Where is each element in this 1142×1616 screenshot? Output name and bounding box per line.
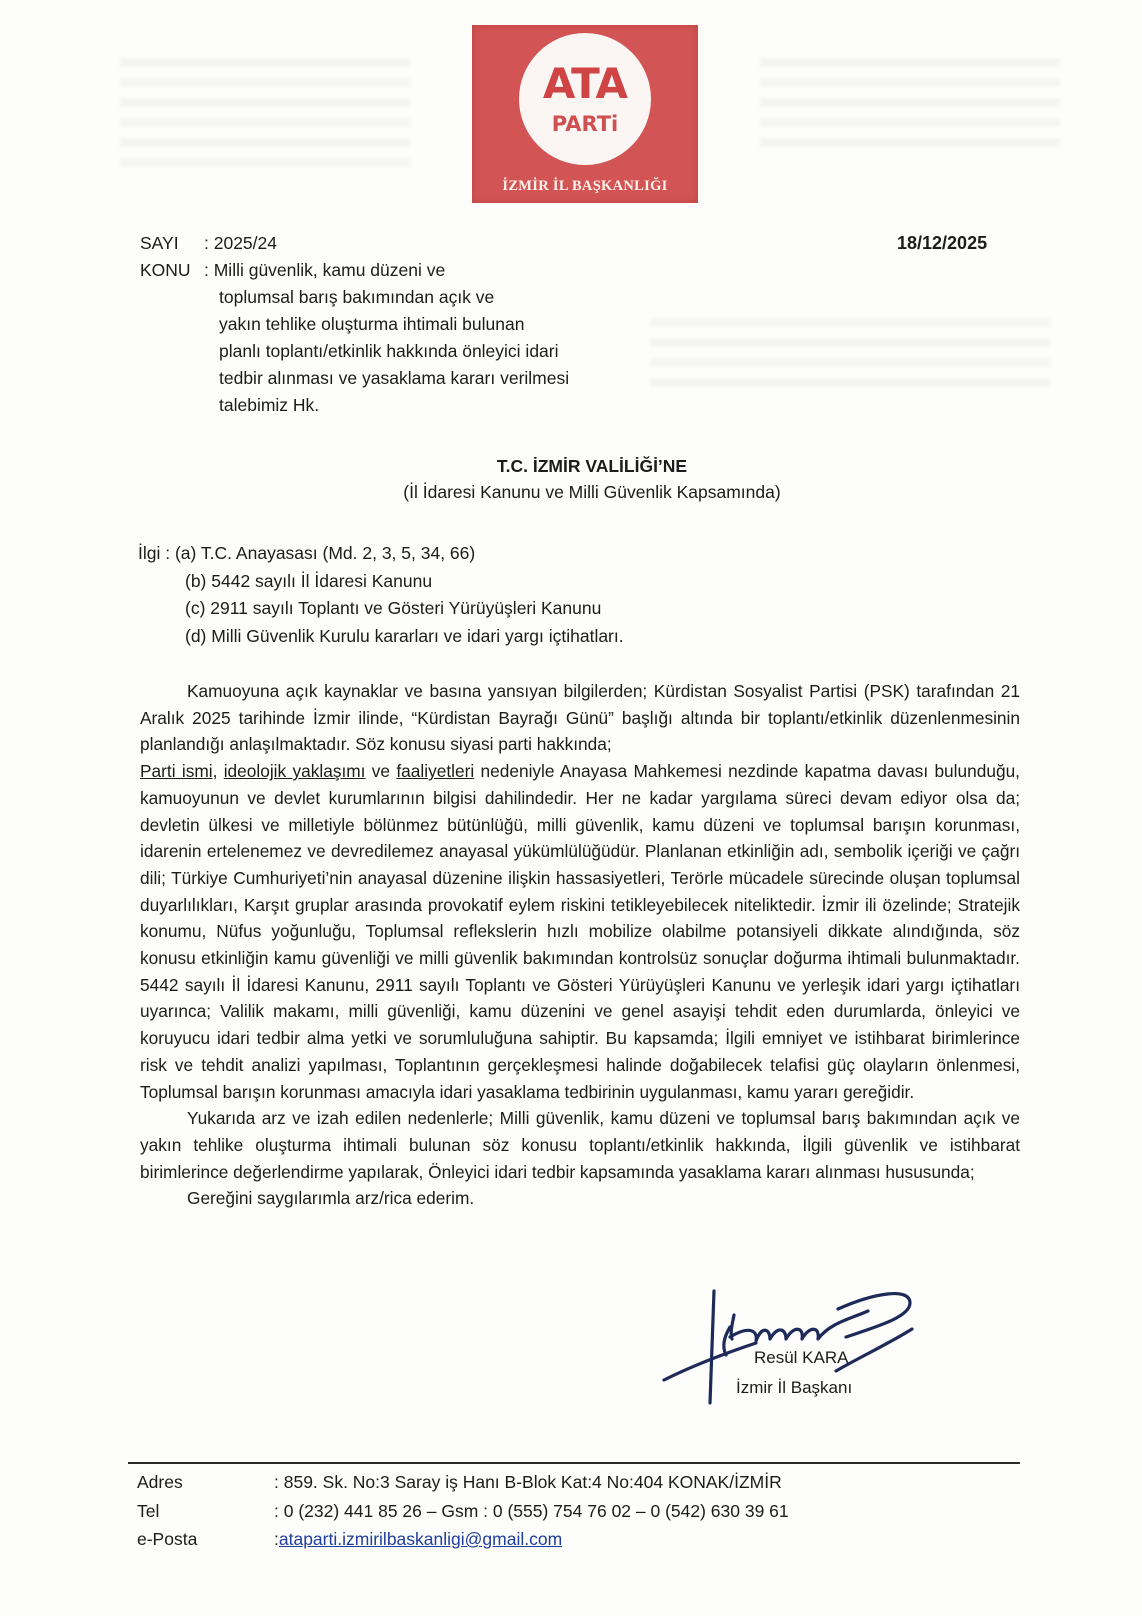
references-block	[138, 540, 624, 650]
logo-main-text: ATA	[542, 59, 628, 108]
konu-line: planlı toplantı/etkinlik hakkında önleyici idari	[219, 341, 559, 361]
letter-date: 18/12/2025	[897, 233, 988, 253]
underlined-text: Parti ismi	[140, 761, 213, 782]
address-row	[137, 1468, 789, 1497]
body-paragraph	[140, 678, 1020, 1105]
konu-line: yakın tehlike oluşturma ihtimali bulunan	[219, 314, 525, 334]
konu-line: tedbir alınması ve yasaklama kararı verilmesi	[219, 368, 570, 388]
email-label: e-Posta	[137, 1529, 198, 1549]
letter-meta	[140, 230, 604, 419]
sayi-value: : 2025/24	[204, 233, 277, 253]
addressee-block	[0, 456, 1142, 503]
reference-text: (a) T.C. Anayasası (Md. 2, 3, 5, 34, 66)	[174, 543, 476, 563]
signatory-name: Resül KARA	[754, 1348, 849, 1367]
konu-line: : Milli güvenlik, kamu düzeni ve	[204, 260, 446, 280]
sayi-label: SAYI	[140, 233, 179, 253]
contact-footer	[137, 1468, 789, 1554]
logo-sub-text: PARTi	[551, 112, 619, 136]
tel-row	[137, 1497, 789, 1526]
email-prefix: :	[274, 1529, 279, 1549]
konu-line: talebimiz Hk.	[219, 395, 320, 415]
letter-body	[140, 678, 1020, 1212]
bleed-through-right	[760, 58, 1060, 158]
tel-label: Tel	[137, 1500, 160, 1521]
email-link[interactable]: ataparti.izmirilbaskanligi@gmail.com	[278, 1529, 563, 1549]
party-logo	[472, 25, 698, 203]
addressee-subtitle: (İl İdaresi Kanunu ve Milli Güvenlik Kapsamında)	[403, 482, 781, 502]
body-paragraph: Yukarıda arz ve izah edilen nedenlerle; Milli güvenlik, kamu düzeni ve toplumsal barış bakımından açık ve yakın tehlike oluşturma ihtimali bulunan söz konusu toplantı/etkinlik hakkında, İlgili güvenlik ve istihbarat birimlerince değerlendirme yapılarak, Önleyici idari tedbir kapsamında yasaklama kararı alınması hususunda;	[140, 1108, 1020, 1182]
sayi-row	[140, 230, 604, 257]
reference-item	[138, 540, 624, 568]
footer-divider	[128, 1462, 1020, 1464]
body-text: nedeniyle Anayasa Mahkemesi nezdinde kapatma davası bulunduğu, kamuoyunun ve devlet kurumlarının bilgisi dahilindedir. Her ne kadar yargılama süreci devam ediyor olsa da; devletin ülkesi ve milletiyle bölünmez bütünlüğü, milli güvenlik, kamu düzeni ve toplumsal barışın korunması, idarenin ertelenemez ve devredilemez anayasal yükümlülüğüdür. Planlanan etkinliğin adı, sembolik içeriği ve çağrı dili; Türkiye Cumhuriyeti’nin anayasal düzenine ilişkin hassasiyetleri, Terörle mücadele sürecinde oluşan toplumsal duyarlılıkları, Karşıt gruplar arasında provokatif eylem riskini tetikleyebilecek niteliktedir. İzmir ili özelinde; Stratejik konumu, Nüfus yoğunluğu, Toplumsal reflekslerin hızlı mobilize olabilme potansiyeli dikkate alındığında, söz konusu etkinliğin kamu güvenliği ve milli güvenlik bakımından kontrolsüz sonuçlar doğurma ihtimali bulunmaktadır. 5442 sayılı İl İdaresi Kanunu, 2911 sayılı Toplantı ve Gösteri Yürüyüşleri Kanunu ve yerleşik idari yargı içtihatları uyarınca; Valilik makamı, milli güvenliği, kamu düzenini ve genel asayişi tehdit eden durumlarda, önleyici ve koruyucu idari tedbir alma yetki ve sorumluluğuna sahiptir. Bu kapsamda; İlgili emniyet ve istihbarat birimlerince risk ve tehdit analizi yapılması, Toplantının gerçekleşmesi halinde doğabilecek telafisi güç olayların önlenmesi, Toplumsal barışın korunması amacıyla idari yasaklama tedbirinin uygulanması, kamu yararı gereğidir.	[140, 761, 1020, 1102]
konu-label: KONU	[140, 260, 191, 280]
body-text: ve	[365, 761, 397, 782]
body-text: Kamuoyuna açık kaynaklar ve basına yansıyan bilgilerden; Kürdistan Sosyalist Partisi (PSK) tarafından 21 Aralık 2025 tarihinde İzmir ilinde, “Kürdistan Bayrağı Günü” başlığı altında bir toplantı/etkinlik düzenlenmesinin planlandığı anlaşılmaktadır. Söz konusu siyasi parti hakkında;	[140, 681, 1020, 755]
underlined-text: faaliyetleri	[396, 761, 475, 782]
konu-line: toplumsal barış bakımından açık ve	[219, 287, 495, 307]
konu-row	[140, 257, 604, 284]
reference-item: (d) Milli Güvenlik Kurulu kararları ve idari yargı içtihatları.	[185, 625, 624, 646]
addressee-title: T.C. İZMİR VALİLİĞİ’NE	[496, 456, 688, 476]
address-label: Adres	[137, 1472, 183, 1492]
bleed-through-left	[120, 58, 410, 173]
logo-branch-text: İZMİR İL BAŞKANLIĞI	[502, 178, 668, 194]
tel-value: : 0 (232) 441 85 26 – Gsm : 0 (555) 754 76 02 – 0 (542) 630 39 61	[274, 1500, 789, 1521]
references-label: İlgi :	[138, 543, 171, 563]
address-value: : 859. Sk. No:3 Saray iş Hanı B-Blok Kat:4 No:404 KONAK/İZMİR	[274, 1472, 782, 1492]
underlined-text: ideolojik yaklaşımı	[223, 761, 366, 782]
bleed-through-mid	[650, 318, 1050, 398]
reference-item: (b) 5442 sayılı İl İdaresi Kanunu	[185, 570, 433, 591]
body-text: ,	[212, 761, 224, 782]
signatory-title: İzmir İl Başkanı	[736, 1378, 853, 1397]
reference-item: (c) 2911 sayılı Toplantı ve Gösteri Yürüyüşleri Kanunu	[185, 598, 602, 618]
closing-line: Gereğini saygılarımla arz/rica ederim.	[187, 1188, 475, 1209]
email-row	[137, 1525, 789, 1554]
